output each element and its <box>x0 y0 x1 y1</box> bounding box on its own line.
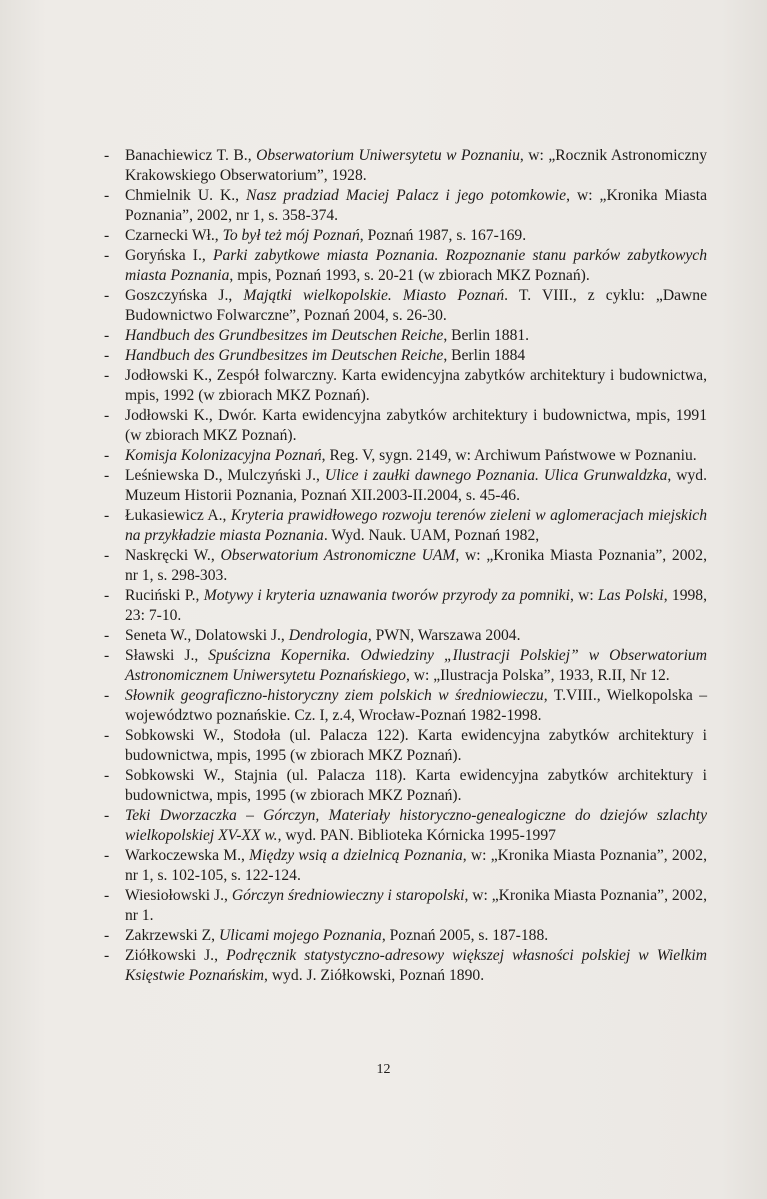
entry-text: Seneta W., Dolatowski J., <box>125 627 289 644</box>
entry-title: Ulice i zaułki dawnego Poznania. Ulica Grunwaldzka <box>324 467 668 484</box>
entry-text: Sobkowski W., Stodoła (ul. Palacza 122). Karta ewidencyjna zabytków architektury i budownictwa, mpis, 1995 (w zbiorach MKZ Poznań). <box>125 727 707 764</box>
bibliography-entry <box>104 926 707 946</box>
entry-text: Goszczyńska J., <box>125 287 244 304</box>
entry-title: Podręcznik statystyczno-adresowy większej własności polskiej w Wielkim Księstwie Poznańskim <box>125 947 708 984</box>
bibliography-entry <box>104 766 707 806</box>
entry-text: Jodłowski K., Dwór. Karta ewidencyjna zabytków architektury i budownictwa, mpis, 1991 (w zbiorach MKZ Poznań). <box>125 407 707 444</box>
entry-text: Ziółkowski J., <box>125 947 227 964</box>
entry-title: Górczyn średniowieczny i staropolski <box>231 887 465 904</box>
entry-dash: - <box>104 727 110 744</box>
bibliography-entry <box>104 586 707 626</box>
bibliography-entry <box>104 346 707 366</box>
entry-dash: - <box>104 287 110 304</box>
entry-text: , w: „Rocznik Astronomiczny Krakowskiego Obserwatorium”, 1928. <box>125 147 707 184</box>
bibliography-entry <box>104 246 707 286</box>
entry-text: Goryńska I., <box>125 247 213 264</box>
entry-dash: - <box>104 327 110 344</box>
entry-dash: - <box>104 627 110 644</box>
bibliography-entry <box>104 806 707 846</box>
entry-dash: - <box>104 547 110 564</box>
entry-dash: - <box>104 147 110 164</box>
entry-title: Między wsią a dzielnicą Poznania <box>249 847 463 864</box>
entry-text: Ruciński P., <box>125 587 204 604</box>
entry-text: , Berlin 1881. <box>443 327 530 344</box>
bibliography-entry <box>104 366 707 406</box>
entry-dash: - <box>104 767 110 784</box>
bibliography-entry <box>104 286 707 326</box>
entry-title: Słownik geograficzno-historyczny ziem polskich w średniowieczu <box>125 687 544 704</box>
entry-text: Sobkowski W., Stajnia (ul. Palacza 118). Karta ewidencyjna zabytków architektury i budownictwa, mpis, 1995 (w zbiorach MKZ Poznań). <box>125 767 707 804</box>
entry-title: Obserwatorium Uniwersytetu w Poznaniu <box>256 147 520 164</box>
bibliography-entry <box>104 726 707 766</box>
entry-text: Naskręcki W., <box>125 547 221 564</box>
entry-dash: - <box>104 187 110 204</box>
entry-dash: - <box>104 947 110 964</box>
entry-text: . Wyd. Nauk. UAM, Poznań 1982, <box>323 527 540 544</box>
entry-text: , w: „Kronika Miasta Poznania”, 2002, nr 1, s. 298-303. <box>125 547 707 584</box>
entry-dash: - <box>104 507 110 524</box>
bibliography-entry <box>104 946 707 986</box>
entry-text: . T. VIII., z cyklu: „Dawne Budownictwo Folwarczne”, Poznań 2004, s. 26-30. <box>125 287 707 324</box>
entry-title: Las Polski <box>597 587 664 604</box>
entry-title: Spuścizna Kopernika. Odwiedziny „Ilustracji Polskiej” w Obserwatorium Astronomicznem Uniwersytetu Poznańskiego <box>125 647 707 684</box>
entry-text: , w: <box>569 587 598 604</box>
bibliography-entry <box>104 846 707 886</box>
entry-title: Handbuch des Grundbesitzes im Deutschen Reiche <box>125 347 444 364</box>
entry-text: , w: „Kronika Miasta Poznania”, 2002, nr 1. <box>125 887 707 924</box>
entry-text: , 1998, 23: 7-10. <box>125 587 707 624</box>
page-number: 12 <box>376 1062 391 1077</box>
entry-text: Czarnecki Wł., <box>125 227 223 244</box>
entry-text: Warkoczewska M., <box>125 847 250 864</box>
entry-dash: - <box>104 227 110 244</box>
bibliography-entry <box>104 686 707 726</box>
entry-title: Kryteria prawidłowego rozwoju terenów zieleni w aglomeracjach miejskich na przykładzie miasta Poznania <box>125 507 708 544</box>
entry-text: , wyd. PAN. Biblioteka Kórnicka 1995-1997 <box>277 827 556 844</box>
entry-dash: - <box>104 587 110 604</box>
entry-dash: - <box>104 407 110 424</box>
entry-dash: - <box>104 647 110 664</box>
entry-title: Handbuch des Grundbesitzes im Deutschen Reiche <box>125 327 444 344</box>
entry-dash: - <box>104 807 110 824</box>
entry-title: Majątki wielkopolskie. Miasto Poznań <box>243 287 505 304</box>
entry-title: Motywy i kryteria uznawania tworów przyrody za pomniki <box>203 587 570 604</box>
entry-text: , mpis, Poznań 1993, s. 20-21 (w zbiorach MKZ Poznań). <box>229 267 590 284</box>
entry-dash: - <box>104 847 110 864</box>
bibliography-entry <box>104 626 707 646</box>
entry-dash: - <box>104 927 110 944</box>
entry-text: , wyd. Muzeum Historii Poznania, Poznań XII.2003-II.2004, s. 45-46. <box>125 467 707 504</box>
entry-text: , w: „Kronika Miasta Poznania”, 2002, nr 1, s. 358-374. <box>125 187 707 224</box>
entry-text: Leśniewska D., Mulczyński J., <box>125 467 325 484</box>
entry-text: Chmielnik U. K., <box>125 187 247 204</box>
entry-text: Zakrzewski Z, <box>125 927 219 944</box>
bibliography-entry <box>104 506 707 546</box>
entry-text: , Berlin 1884 <box>443 347 526 364</box>
bibliography-entry <box>104 466 707 506</box>
entry-text: Banachiewicz T. B., <box>125 147 257 164</box>
entry-title: Dendrologia <box>288 627 368 644</box>
bibliography-entry <box>104 446 707 466</box>
entry-text: Wiesiołowski J., <box>125 887 232 904</box>
bibliography-entry <box>104 326 707 346</box>
bibliography-list <box>104 146 707 986</box>
entry-dash: - <box>104 887 110 904</box>
entry-text: , Poznań 1987, s. 167-169. <box>359 227 527 244</box>
entry-text: Jodłowski K., Zespół folwarczny. Karta ewidencyjna zabytków architektury i budownictwa, mpis, 1992 (w zbiorach MKZ Poznań). <box>125 367 707 404</box>
bibliography-entry <box>104 406 707 446</box>
entry-title: Nasz pradziad Maciej Palacz i jego potomkowie <box>246 187 567 204</box>
entry-text: , Reg. V, sygn. 2149, w: Archiwum Państwowe w Poznaniu. <box>321 447 697 464</box>
entry-dash: - <box>104 247 110 264</box>
entry-title: Parki zabytkowe miasta Poznania. Rozpoznanie stanu parków zabytkowych miasta Poznania <box>125 247 708 284</box>
bibliography-entry <box>104 546 707 586</box>
entry-text: , Poznań 2005, s. 187-188. <box>381 927 549 944</box>
entry-title: To był też mój Poznań <box>222 227 360 244</box>
entry-text: , w: „Kronika Miasta Poznania”, 2002, nr 1, s. 102-105, s. 122-124. <box>125 847 708 884</box>
entry-title: Obserwatorium Astronomiczne UAM <box>220 547 456 564</box>
entry-text: Łukasiewicz A., <box>125 507 231 524</box>
entry-dash: - <box>104 467 110 484</box>
entry-text: , PWN, Warszawa 2004. <box>367 627 521 644</box>
bibliography-entry <box>104 226 707 246</box>
entry-title: Teki Dworzaczka – Górczyn, Materiały historyczno-genealogiczne do dziejów szlachty wielkopolskiej XV-XX w. <box>125 807 707 844</box>
entry-title: Ulicami mojego Poznania <box>218 927 382 944</box>
entry-dash: - <box>104 687 110 704</box>
bibliography-entry <box>104 186 707 226</box>
entry-dash: - <box>104 347 110 364</box>
bibliography-entry <box>104 146 707 186</box>
bibliography-entry <box>104 886 707 926</box>
entry-text: , w: „Ilustracja Polska”, 1933, R.II, Nr 12. <box>405 667 670 684</box>
entry-text: , T.VIII., Wielkopolska – województwo poznańskie. Cz. I, z.4, Wrocław-Poznań 1982-1998. <box>125 687 707 724</box>
bibliography-entry <box>104 646 707 686</box>
entry-text: , wyd. J. Ziółkowski, Poznań 1890. <box>264 967 485 984</box>
entry-title: Komisja Kolonizacyjna Poznań <box>125 447 322 464</box>
entry-text: Sławski J., <box>125 647 209 664</box>
entry-dash: - <box>104 447 110 464</box>
entry-dash: - <box>104 367 110 384</box>
